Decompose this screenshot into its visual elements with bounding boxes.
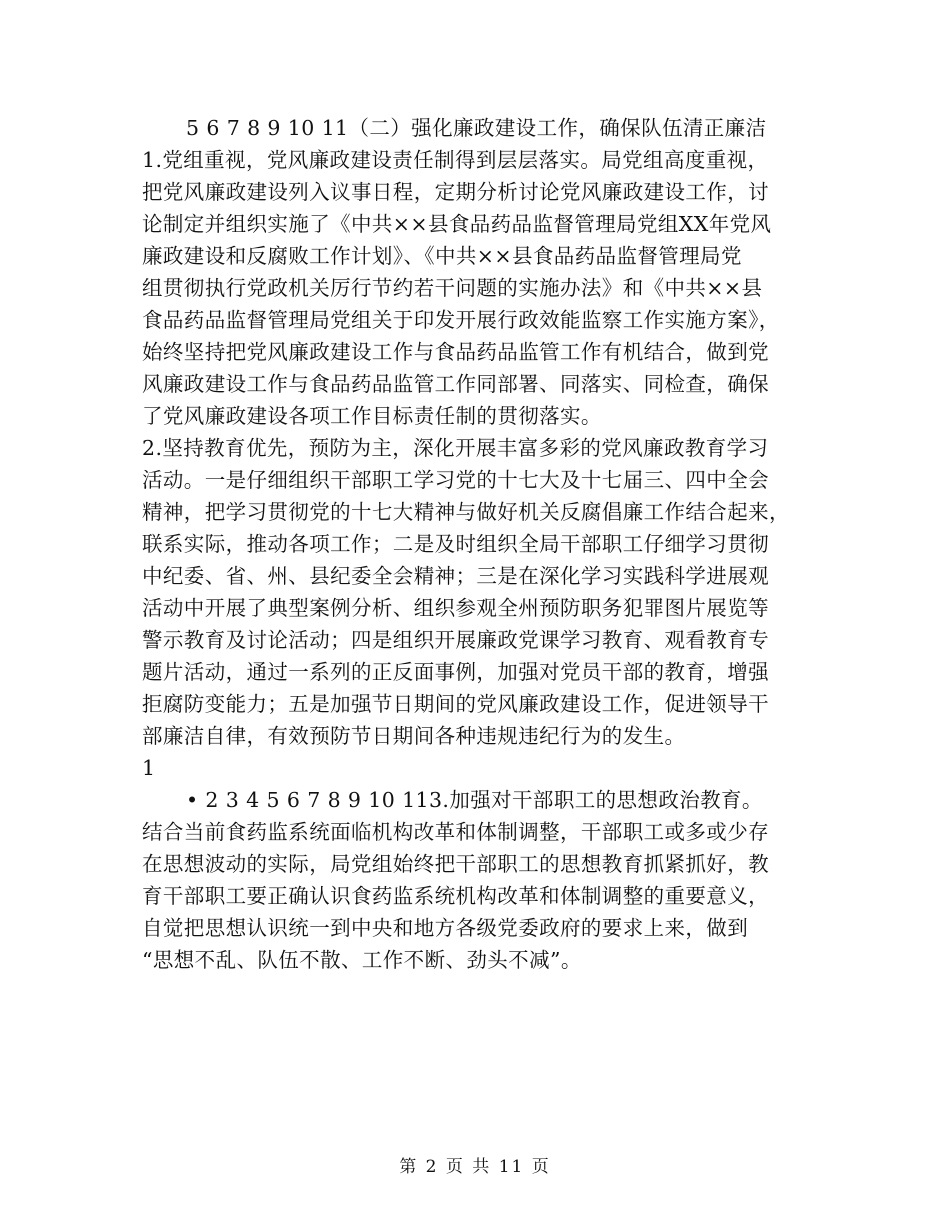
paragraph-line: 廉政建设和反腐败工作计划》、《中共××县食品药品监督管理局党: [142, 244, 742, 268]
paragraph-line: 活动中开展了典型案例分析、组织参观全州预防职务犯罪图片展览等: [142, 596, 769, 620]
paragraph-line: 食品药品监督管理局党组关于印发开展行政效能监察工作实施方案》，: [142, 308, 780, 332]
paragraph-line: 组贯彻执行党政机关厉行节约若干问题的实施办法》和《中共××县: [142, 276, 763, 300]
paragraph-line: 在思想波动的实际，局党组始终把干部职工的思想教育抓紧抓好，教: [142, 852, 769, 876]
paragraph-line: 部廉洁自律，有效预防节日期间各种违规违纪行为的发生。: [142, 724, 686, 748]
paragraph-line: “思想不乱、队伍不散、工作不断、劲头不减”。: [142, 948, 582, 972]
paragraph-line: 精神，把学习贯彻党的十七大精神与做好机关反腐倡廉工作结合起来，: [142, 500, 790, 524]
paragraph-line: 把党风廉政建设列入议事日程，定期分析讨论党风廉政建设工作，讨: [142, 180, 769, 204]
paragraph-line: 论制定并组织实施了《中共××县食品药品监督管理局党组XX年党风: [142, 212, 772, 236]
paragraph-line: 联系实际，推动各项工作；二是及时组织全局干部职工仔细学习贯彻: [142, 532, 769, 556]
paragraph-line: 活动。一是仔细组织干部职工学习党的十七大及十七届三、四中全会: [142, 468, 769, 492]
paragraph-line: 育干部职工要正确认识食药监系统机构改革和体制调整的重要意义，: [142, 884, 769, 908]
paragraph-line: 中纪委、省、州、县纪委全会精神；三是在深化学习实践科学进展观: [142, 564, 769, 588]
paragraph-line: 了党风廉政建设各项工作目标责任制的贯彻落实。: [142, 404, 602, 428]
paragraph-line: 拒腐防变能力；五是加强节日期间的党风廉政建设工作，促进领导干: [142, 692, 769, 716]
paragraph-line: 始终坚持把党风廉政建设工作与食品药品监管工作有机结合，做到党: [142, 340, 769, 364]
paragraph-line: 警示教育及讨论活动；四是组织开展廉政党课学习教育、观看教育专: [142, 628, 769, 652]
paragraph-line: 自觉把思想认识统一到中央和地方各级党委政府的要求上来，做到: [142, 916, 749, 940]
paragraph-line: 1.党组重视，党风廉政建设责任制得到层层落实。局党组高度重视，: [142, 148, 769, 172]
paragraph-line: 题片活动，通过一系列的正反面事例，加强对党员干部的教育，增强: [142, 660, 769, 684]
paragraph-line: 结合当前食药监系统面临机构改革和体制调整，干部职工或多或少存: [142, 820, 769, 844]
inline-page-number: 1: [142, 756, 156, 780]
page-footer: 第 2 页 共 11 页: [399, 1157, 551, 1177]
bullet-line: • 2 3 4 5 6 7 8 9 10 113.加强对干部职工的思想政治教育。: [186, 788, 763, 812]
section-heading: 5 6 7 8 9 10 11（二）强化廉政建设工作，确保队伍清正廉洁: [186, 116, 767, 140]
paragraph-line: 风廉政建设工作与食品药品监管工作同部署、同落实、同检查，确保: [142, 372, 769, 396]
paragraph-line: 2.坚持教育优先，预防为主，深化开展丰富多彩的党风廉政教育学习: [142, 436, 769, 460]
body-text: [142, 112, 807, 976]
